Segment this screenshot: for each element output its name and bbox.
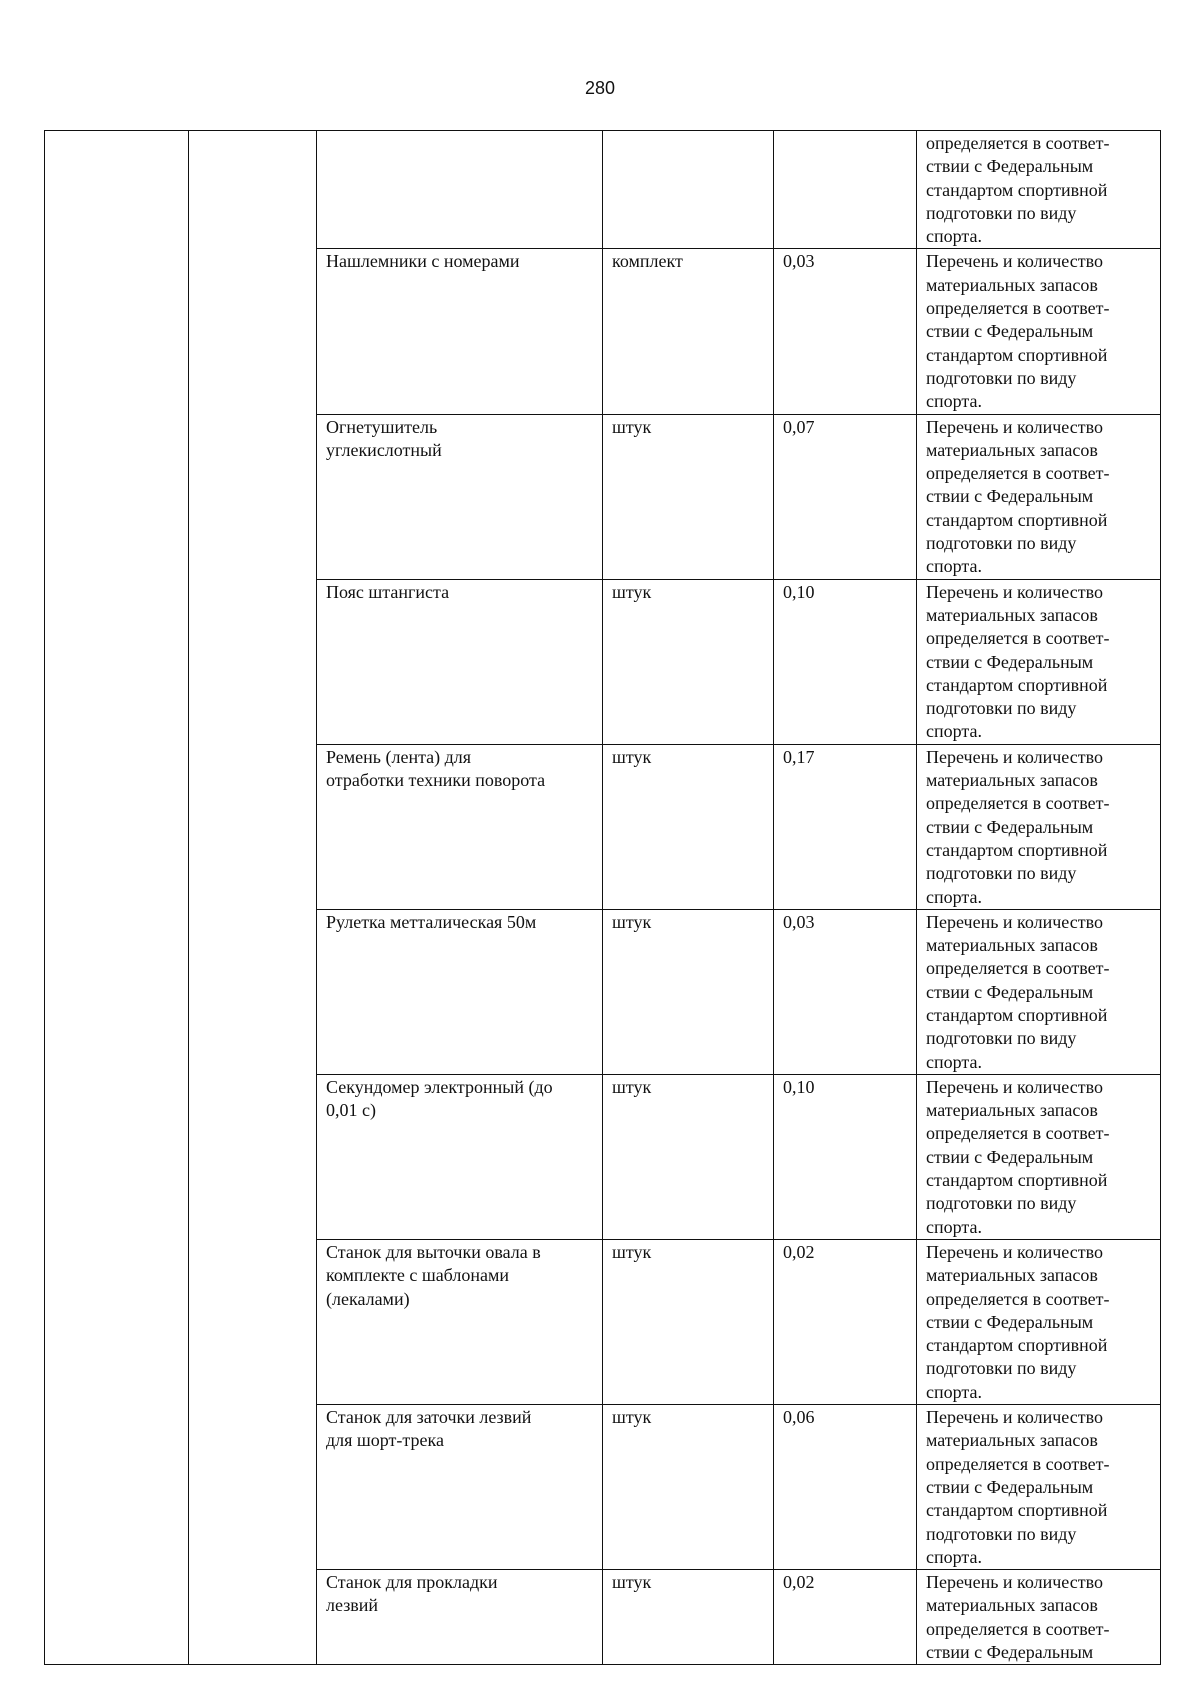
note-line: ствии с Федеральным <box>926 651 1094 672</box>
note-cell <box>917 131 1161 249</box>
name-line: Станок для заточки лезвий <box>326 1407 532 1428</box>
note-line: определяется в соответ- <box>926 628 1110 649</box>
note-line: Перечень и количество <box>926 911 1103 932</box>
note-cell <box>917 744 1161 909</box>
note-line: стандартом спортивной <box>926 1170 1108 1191</box>
unit-cell: штук <box>603 909 774 1074</box>
note-line: ствии с Федеральным <box>926 981 1094 1002</box>
note-line: ствии с Федеральным <box>926 321 1094 342</box>
name-line: Пояс штангиста <box>326 581 450 602</box>
note-cell <box>917 414 1161 579</box>
note-line: ствии с Федеральным <box>926 1642 1094 1662</box>
note-line: стандартом спортивной <box>926 509 1108 530</box>
note-line: стандартом спортивной <box>926 1004 1108 1025</box>
note-line: ствии с Федеральным <box>926 1311 1094 1332</box>
note-line: подготовки по виду <box>926 698 1077 719</box>
unit-cell: штук <box>603 1405 774 1570</box>
note-line: стандартом спортивной <box>926 839 1108 860</box>
note-line: спорта. <box>926 1051 982 1072</box>
name-cell <box>317 909 603 1074</box>
note-line: Перечень и количество <box>926 1572 1103 1593</box>
name-cell <box>317 414 603 579</box>
value-cell: 0,17 <box>774 744 917 909</box>
note-line: материальных запасов <box>926 274 1098 295</box>
note-line: подготовки по виду <box>926 202 1077 223</box>
name-cell <box>317 1074 603 1239</box>
note-line: Перечень и количество <box>926 416 1103 437</box>
value-cell: 0,02 <box>774 1239 917 1404</box>
name-line: Станок для прокладки <box>326 1572 498 1593</box>
note-line: спорта. <box>926 556 982 577</box>
name-line: Секундомер электронный (до <box>326 1076 553 1097</box>
note-cell <box>917 1074 1161 1239</box>
value-cell: 0,03 <box>774 909 917 1074</box>
note-line: Перечень и количество <box>926 1076 1103 1097</box>
note-line: Перечень и количество <box>926 1241 1103 1262</box>
note-line: материальных запасов <box>926 935 1098 956</box>
note-line: подготовки по виду <box>926 367 1077 388</box>
name-cell <box>317 744 603 909</box>
note-line: определяется в соответ- <box>926 793 1110 814</box>
note-line: Перечень и количество <box>926 581 1103 602</box>
note-line: подготовки по виду <box>926 1358 1077 1379</box>
note-line: спорта. <box>926 1546 982 1567</box>
name-line: углекислотный <box>326 439 442 460</box>
table-row-continuation <box>45 131 1161 249</box>
note-line: материальных запасов <box>926 1430 1098 1451</box>
note-line: спорта. <box>926 886 982 907</box>
note-cell <box>917 579 1161 744</box>
name-line: лезвий <box>326 1595 379 1616</box>
name-line: Рулетка метталическая 50м <box>326 911 537 932</box>
name-line: комплекте с шаблонами <box>326 1265 510 1286</box>
note-line: стандартом спортивной <box>926 344 1108 365</box>
note-line: ствии с Федеральным <box>926 486 1094 507</box>
note-line: ствии с Федеральным <box>926 156 1094 177</box>
value-cell: 0,03 <box>774 249 917 414</box>
unit-cell: штук <box>603 414 774 579</box>
note-line: определяется в соответ- <box>926 1618 1110 1639</box>
unit-cell: штук <box>603 1570 774 1665</box>
note-line: спорта. <box>926 226 982 247</box>
note-line: материальных запасов <box>926 770 1098 791</box>
name-cell <box>317 131 603 249</box>
note-line: определяется в соответ- <box>926 958 1110 979</box>
note-line: ствии с Федеральным <box>926 1146 1094 1167</box>
name-line: 0,01 с) <box>326 1100 376 1121</box>
name-cell <box>317 579 603 744</box>
note-line: спорта. <box>926 1216 982 1237</box>
value-cell: 0,10 <box>774 1074 917 1239</box>
unit-cell <box>603 131 774 249</box>
value-cell: 0,02 <box>774 1570 917 1665</box>
note-line: Перечень и количество <box>926 746 1103 767</box>
unit-cell: штук <box>603 579 774 744</box>
note-line: стандартом спортивной <box>926 1335 1108 1356</box>
note-line: стандартом спортивной <box>926 1500 1108 1521</box>
name-cell <box>317 249 603 414</box>
note-line: определяется в соответ- <box>926 1123 1110 1144</box>
note-line: определяется в соответ- <box>926 463 1110 484</box>
name-line: Нашлемники с номерами <box>326 251 520 272</box>
value-cell: 0,06 <box>774 1405 917 1570</box>
note-line: спорта. <box>926 1381 982 1402</box>
note-line: определяется в соответ- <box>926 298 1110 319</box>
note-line: ствии с Федеральным <box>926 1476 1094 1497</box>
value-cell <box>774 131 917 249</box>
note-line: подготовки по виду <box>926 533 1077 554</box>
note-line: материальных запасов <box>926 1595 1098 1616</box>
name-line: (лекалами) <box>326 1288 410 1309</box>
note-line: материальных запасов <box>926 1265 1098 1286</box>
note-line: стандартом спортивной <box>926 179 1108 200</box>
name-line: для шорт-трека <box>326 1430 444 1451</box>
value-cell: 0,10 <box>774 579 917 744</box>
note-line: подготовки по виду <box>926 863 1077 884</box>
unit-cell: комплект <box>603 249 774 414</box>
note-line: подготовки по виду <box>926 1028 1077 1049</box>
note-line: определяется в соответ- <box>926 1288 1110 1309</box>
note-cell <box>917 1405 1161 1570</box>
name-line: Огнетушитель <box>326 416 438 437</box>
note-line: спорта. <box>926 391 982 412</box>
note-line: материальных запасов <box>926 1100 1098 1121</box>
note-line: материальных запасов <box>926 439 1098 460</box>
page-number: 280 <box>584 78 616 98</box>
note-cell <box>917 909 1161 1074</box>
note-line: определяется в соответ- <box>926 1453 1110 1474</box>
unit-cell: штук <box>603 1239 774 1404</box>
note-cell <box>917 249 1161 414</box>
unit-cell: штук <box>603 1074 774 1239</box>
table-body <box>45 131 1161 1665</box>
note-line: спорта. <box>926 721 982 742</box>
value-cell: 0,07 <box>774 414 917 579</box>
note-line: подготовки по виду <box>926 1193 1077 1214</box>
merged-column-1 <box>45 131 189 1665</box>
unit-cell: штук <box>603 744 774 909</box>
note-line: материальных запасов <box>926 604 1098 625</box>
note-line: стандартом спортивной <box>926 674 1108 695</box>
name-cell <box>317 1405 603 1570</box>
name-line: Ремень (лента) для <box>326 746 472 767</box>
note-cell <box>917 1239 1161 1404</box>
note-line: Перечень и количество <box>926 1407 1103 1428</box>
note-cell <box>917 1570 1161 1665</box>
note-line: Перечень и количество <box>926 251 1103 272</box>
note-line: ствии с Федеральным <box>926 816 1094 837</box>
name-cell <box>317 1239 603 1404</box>
name-line: Станок для выточки овала в <box>326 1241 541 1262</box>
name-cell <box>317 1570 603 1665</box>
note-line: определяется в соответ- <box>926 133 1110 153</box>
merged-column-2 <box>189 131 317 1665</box>
name-line: отработки техники поворота <box>326 770 546 791</box>
note-line: подготовки по виду <box>926 1523 1077 1544</box>
materials-table <box>44 130 1161 1665</box>
